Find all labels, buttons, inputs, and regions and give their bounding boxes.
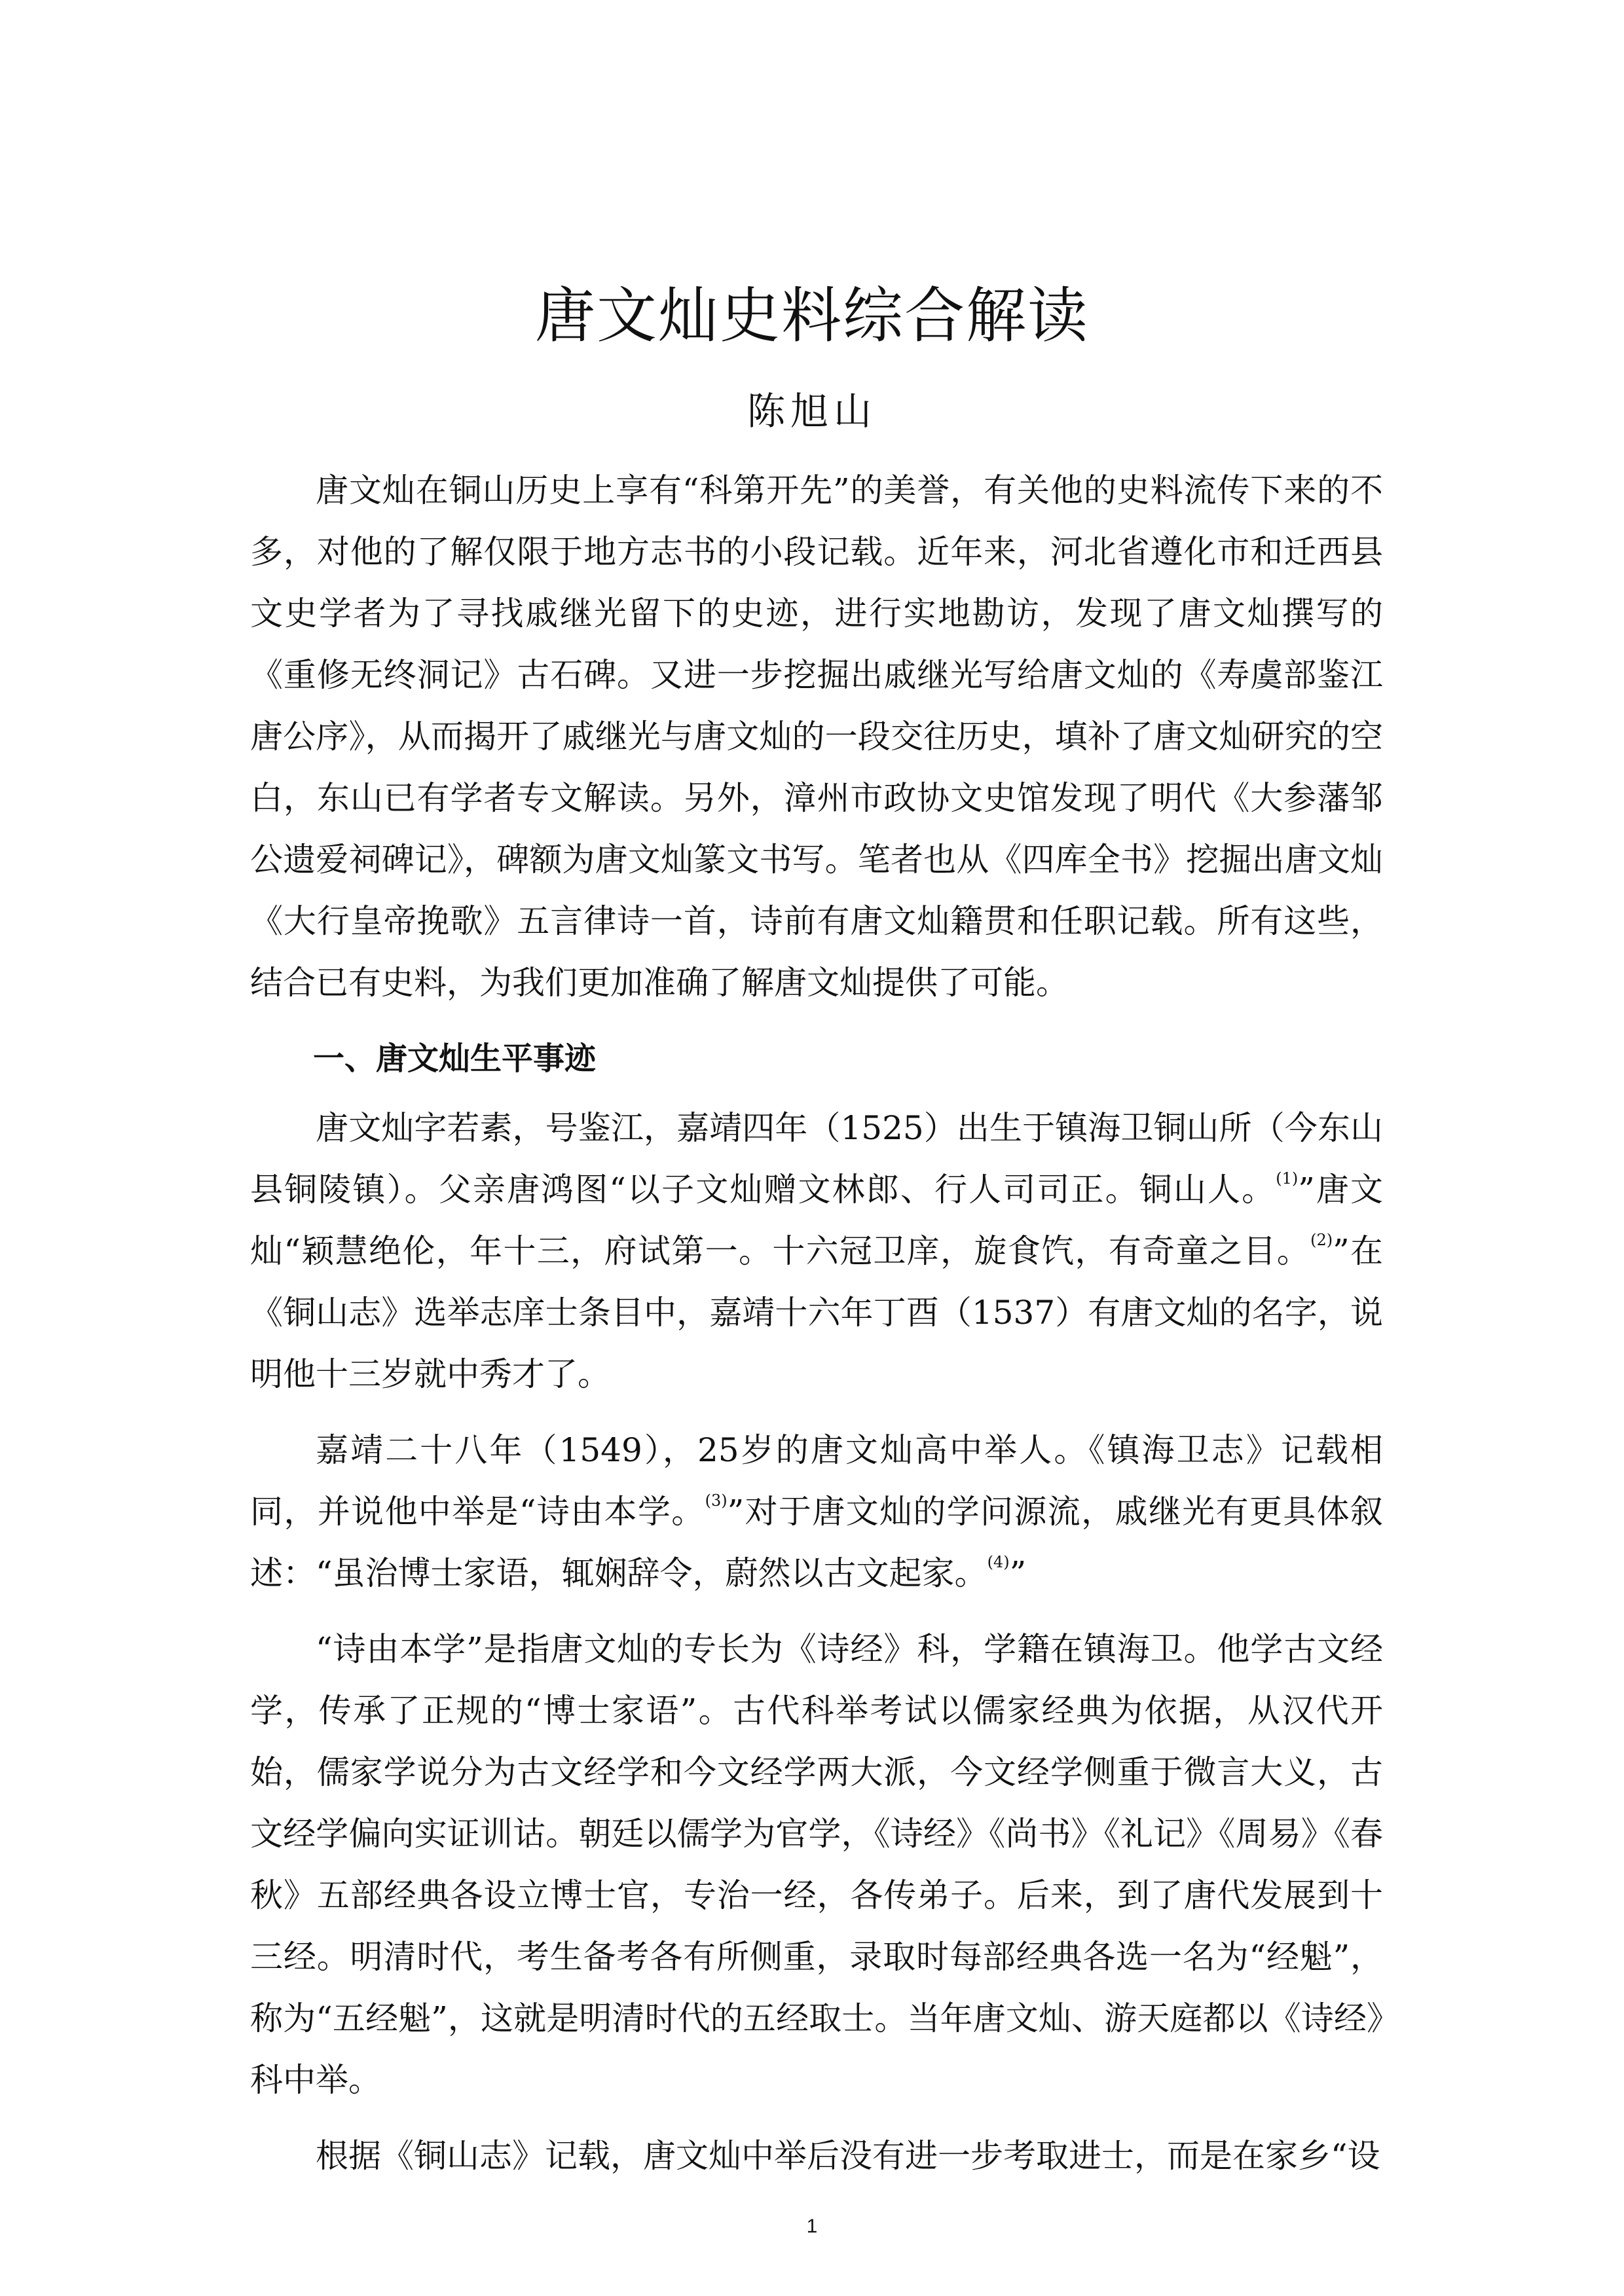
- text-span: ”在《铜山志》选举志庠士条目中，嘉靖十六年丁酉（1537）有唐文灿的名字，说明他十三岁就中秀才了。: [250, 1232, 1383, 1393]
- footnote-ref-4: (4): [987, 1553, 1010, 1571]
- text-span: 唐文灿字若素，号鉴江，嘉靖四年（1525）出生于镇海卫铜山所（今东山县铜陵镇）。父亲唐鸿图“以子文灿赠文林郎、行人司司正。铜山人。: [250, 1109, 1383, 1209]
- text-span: ”: [1009, 1554, 1027, 1592]
- page-number: 1: [806, 2215, 818, 2237]
- paragraph-biography: [250, 1097, 1383, 1405]
- paragraph-continued: 根据《铜山志》记载，唐文灿中举后没有进一步考取进士，而是在家乡“设: [316, 2137, 1380, 2175]
- footnote-ref-1: (1): [1276, 1169, 1299, 1188]
- text-span: ”唐文灿“颖慧绝伦，年十三，府试第一。十六冠卫庠，旋食饩，有奇童之目。: [250, 1171, 1383, 1270]
- footnote-ref-2: (2): [1310, 1231, 1333, 1249]
- paragraph-juren: [250, 1419, 1383, 1604]
- text-span: 嘉靖二十八年（1549），25岁的唐文灿高中举人。《镇海卫志》记载相同，并说他中举是“诗由本学。: [250, 1431, 1383, 1531]
- document-title: 唐文灿史料综合解读: [534, 281, 1089, 351]
- footnote-ref-3: (3): [705, 1491, 728, 1510]
- text-span: ”对于唐文灿的学问源流，戚继光有更具体叙述：“虽治博士家语，辄娴辞令，蔚然以古文起家。: [250, 1493, 1384, 1592]
- intro-paragraph: 唐文灿在铜山历史上享有“科第开先”的美誉，有关他的史料流传下来的不多，对他的了解仅限于地方志书的小段记载。近年来，河北省遵化市和迁西县文史学者为了寻找戚继光留下的史迹，进行实地勘访，发现了唐文灿撰写的《重修无终洞记》古石碑。又进一步挖掘出戚继光写给唐文灿的《寿虞部鉴江唐公序》，从而揭开了戚继光与唐文灿的一段交往历史，填补了唐文灿研究的空白，东山已有学者专文解读。另外，漳州市政协文史馆发现了明代《大参藩邹公遗爱祠碑记》，碑额为唐文灿篆文书写。笔者也从《四库全书》挖掘出唐文灿《大行皇帝挽歌》五言律诗一首，诗前有唐文灿籍贯和任职记载。所有这些，结合已有史料，为我们更加准确了解唐文灿提供了可能。: [250, 471, 1383, 1002]
- author-name: 陈旭山: [747, 389, 877, 433]
- section-heading: 一、唐文灿生平事迹: [313, 1040, 597, 1077]
- paragraph-classics: “诗由本学”是指唐文灿的专长为《诗经》科，学籍在镇海卫。他学古文经学，传承了正规的“博士家语”。古代科举考试以儒家经典为依据，从汉代开始，儒家学说分为古文经学和今文经学两大派，今文经学侧重于微言大义，古文经学偏向实证训诂。朝廷以儒学为官学，《诗经》《尚书》《礼记》《周易》《春秋》五部经典各设立博士官，专治一经，各传弟子。后来，到了唐代发展到十三经。明清时代，考生备考各有所侧重，录取时每部经典各选一名为“经魁”，称为“五经魁”，这就是明清时代的五经取士。当年唐文灿、游天庭都以《诗经》科中举。: [250, 1630, 1383, 2099]
- document-body: [250, 460, 1383, 2201]
